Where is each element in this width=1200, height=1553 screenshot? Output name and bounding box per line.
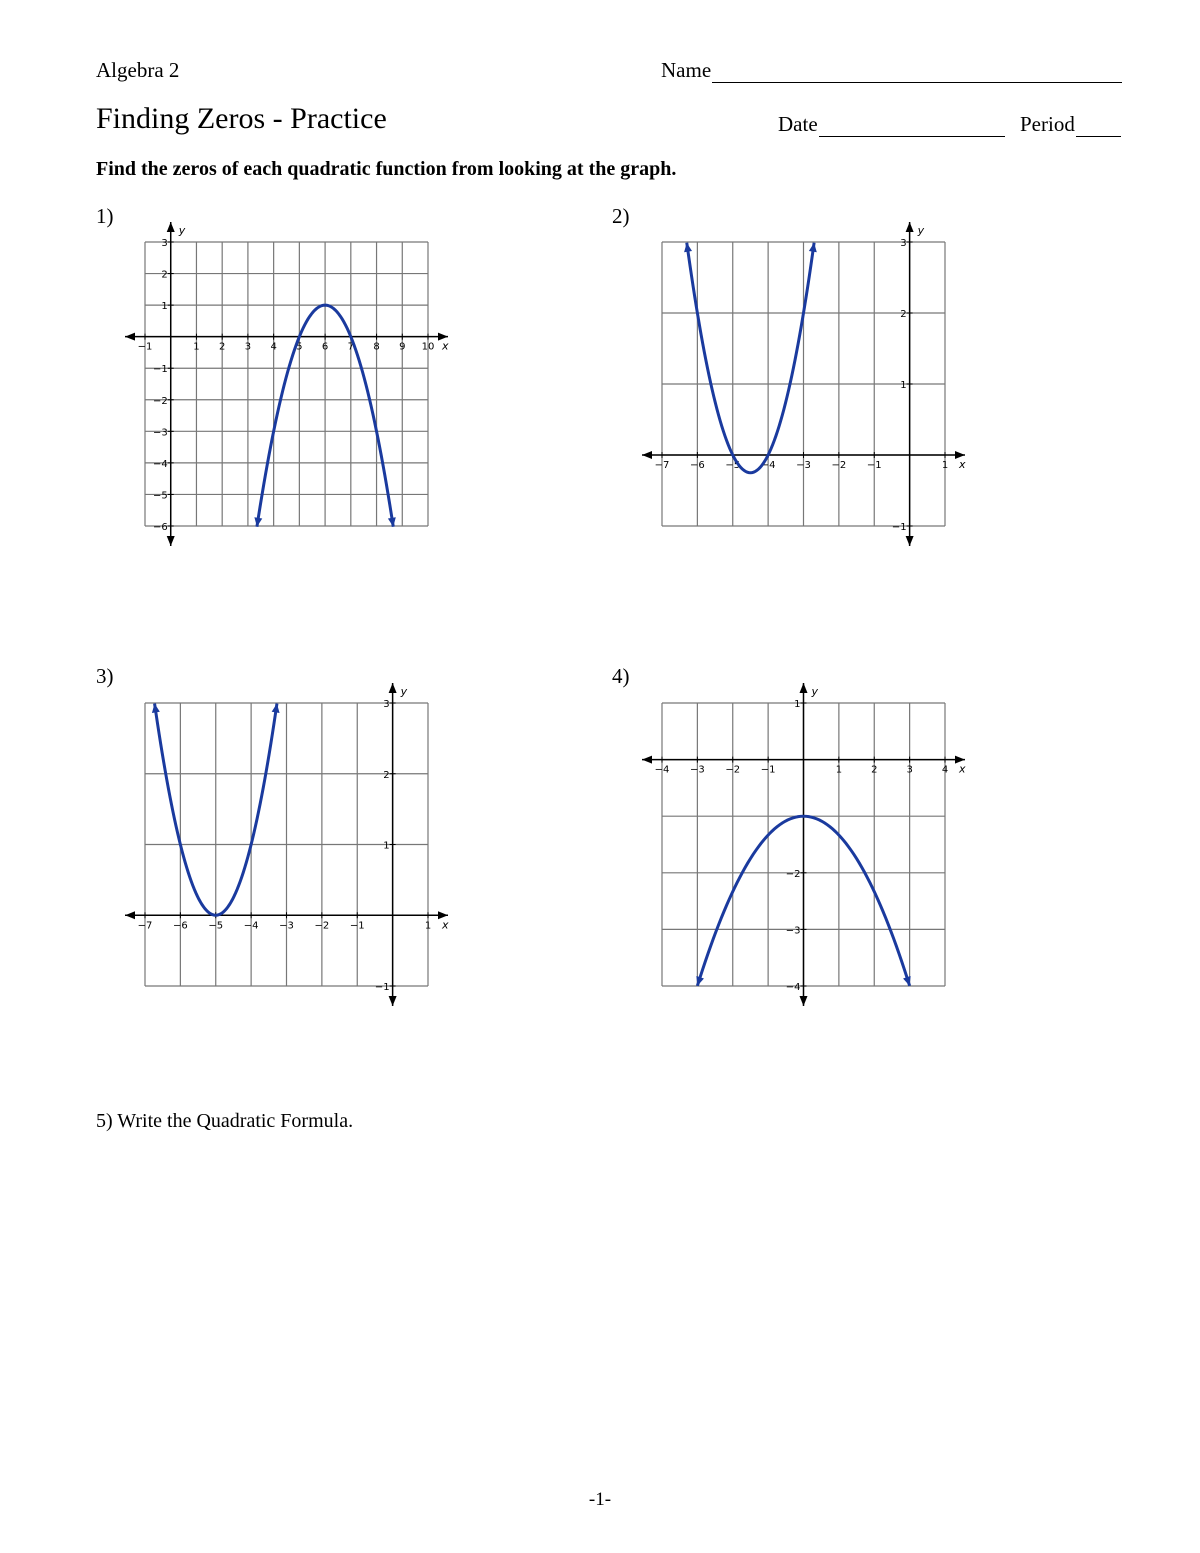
x-axis-label: x [442, 339, 449, 353]
page-number: -1- [588, 1489, 612, 1510]
y-tick-label: −5 [152, 490, 168, 502]
x-tick-label: 2 [871, 764, 878, 776]
date-label: Date [778, 112, 818, 136]
y-tick-label: −3 [152, 427, 168, 439]
x-tick-label: 10 [421, 341, 435, 353]
x-tick-label: 1 [193, 341, 200, 353]
name-label: Name [661, 58, 712, 82]
x-axis-label: x [959, 762, 966, 776]
x-tick-label: −7 [137, 920, 153, 932]
y-tick-label: −1 [374, 982, 390, 993]
y-axis-label: y [811, 685, 819, 698]
x-axis-label: x [959, 458, 966, 471]
curve-arrow-end [903, 976, 911, 986]
y-axis-arrow-down [167, 536, 175, 546]
graph-question-1 [125, 222, 449, 546]
x-tick-label: 2 [218, 341, 226, 353]
period-label: Period [1020, 112, 1075, 136]
curve-arrow-start [696, 976, 704, 986]
x-tick-label: −3 [279, 920, 294, 932]
x-axis-label: x [442, 918, 449, 932]
y-axis-arrow-up [906, 222, 914, 232]
y-tick-label: 1 [383, 840, 390, 852]
y-tick-label: 2 [161, 269, 168, 281]
x-tick-label: −1 [137, 341, 153, 353]
question-2-number: 2) [612, 204, 630, 228]
x-tick-label: −2 [314, 920, 330, 932]
y-tick-label: 3 [161, 238, 168, 249]
graph-question-3 [125, 683, 449, 1006]
y-tick-label: −3 [785, 925, 801, 937]
x-tick-label: −2 [831, 460, 847, 471]
y-axis-arrow-down [800, 996, 808, 1006]
y-axis-arrow-down [906, 536, 914, 546]
x-tick-label: 3 [244, 341, 252, 353]
x-tick-label: −1 [760, 764, 776, 776]
x-tick-label: −3 [690, 764, 705, 776]
y-tick-label: −1 [152, 364, 168, 376]
y-tick-label: 2 [900, 309, 907, 320]
x-tick-label: −4 [760, 460, 776, 471]
x-tick-label: −5 [725, 460, 741, 471]
y-axis-label: y [400, 685, 408, 698]
y-tick-label: 3 [900, 238, 907, 249]
x-tick-label: −5 [208, 920, 224, 932]
x-tick-label: 8 [373, 341, 380, 353]
x-tick-label: −1 [349, 920, 365, 932]
question-1-number: 1) [96, 204, 114, 228]
x-tick-label: −6 [690, 460, 705, 471]
y-tick-label: 1 [794, 699, 801, 710]
x-tick-label: 5 [296, 341, 303, 353]
x-tick-label: −3 [796, 460, 811, 471]
x-tick-label: 4 [270, 341, 277, 353]
y-axis-arrow-up [389, 683, 397, 693]
y-axis-arrow-up [800, 683, 808, 693]
x-axis-arrow-left [125, 333, 135, 341]
x-axis-arrow-left [642, 756, 652, 764]
x-tick-label: 1 [835, 764, 843, 776]
x-tick-label: −1 [866, 460, 882, 471]
y-tick-label: 1 [900, 380, 907, 391]
x-tick-label: 1 [424, 920, 432, 932]
x-axis-arrow-left [642, 451, 652, 459]
x-tick-label: 3 [906, 764, 913, 776]
x-tick-label: −6 [173, 920, 188, 932]
parabola-curve [687, 243, 814, 473]
x-tick-label: 7 [347, 341, 355, 353]
question-5-prompt: 5) Write the Quadratic Formula. [96, 1110, 354, 1132]
y-tick-label: 3 [383, 699, 390, 710]
x-tick-label: −4 [654, 764, 670, 776]
worksheet-title: Finding Zeros - Practice [96, 102, 387, 135]
x-tick-label: 4 [941, 764, 949, 776]
y-tick-label: −2 [785, 868, 801, 880]
y-tick-label: 1 [161, 301, 168, 313]
instructions: Find the zeros of each quadratic function from looking at the graph. [96, 158, 677, 180]
x-tick-label: 6 [321, 341, 329, 353]
x-tick-label: −2 [725, 764, 741, 776]
graph-question-4 [642, 683, 966, 1006]
question-4-number: 4) [612, 664, 630, 688]
y-axis-arrow-down [389, 996, 397, 1006]
question-3-number: 3) [96, 664, 114, 688]
graph-question-2 [642, 222, 966, 546]
y-tick-label: −4 [152, 458, 168, 470]
y-tick-label: −1 [891, 522, 907, 533]
x-axis-arrow-left [125, 911, 135, 919]
y-axis-label: y [178, 224, 186, 237]
course-name: Algebra 2 [96, 58, 180, 82]
x-tick-label: −7 [654, 460, 670, 471]
x-tick-label: 1 [941, 460, 949, 471]
y-tick-label: 2 [383, 769, 390, 781]
y-axis-label: y [917, 224, 925, 237]
y-tick-label: −2 [152, 395, 168, 407]
x-tick-label: −4 [243, 920, 259, 932]
y-axis-arrow-up [167, 222, 175, 232]
x-tick-label: 9 [399, 341, 406, 353]
y-tick-label: −6 [152, 522, 168, 533]
y-tick-label: −4 [785, 982, 801, 993]
